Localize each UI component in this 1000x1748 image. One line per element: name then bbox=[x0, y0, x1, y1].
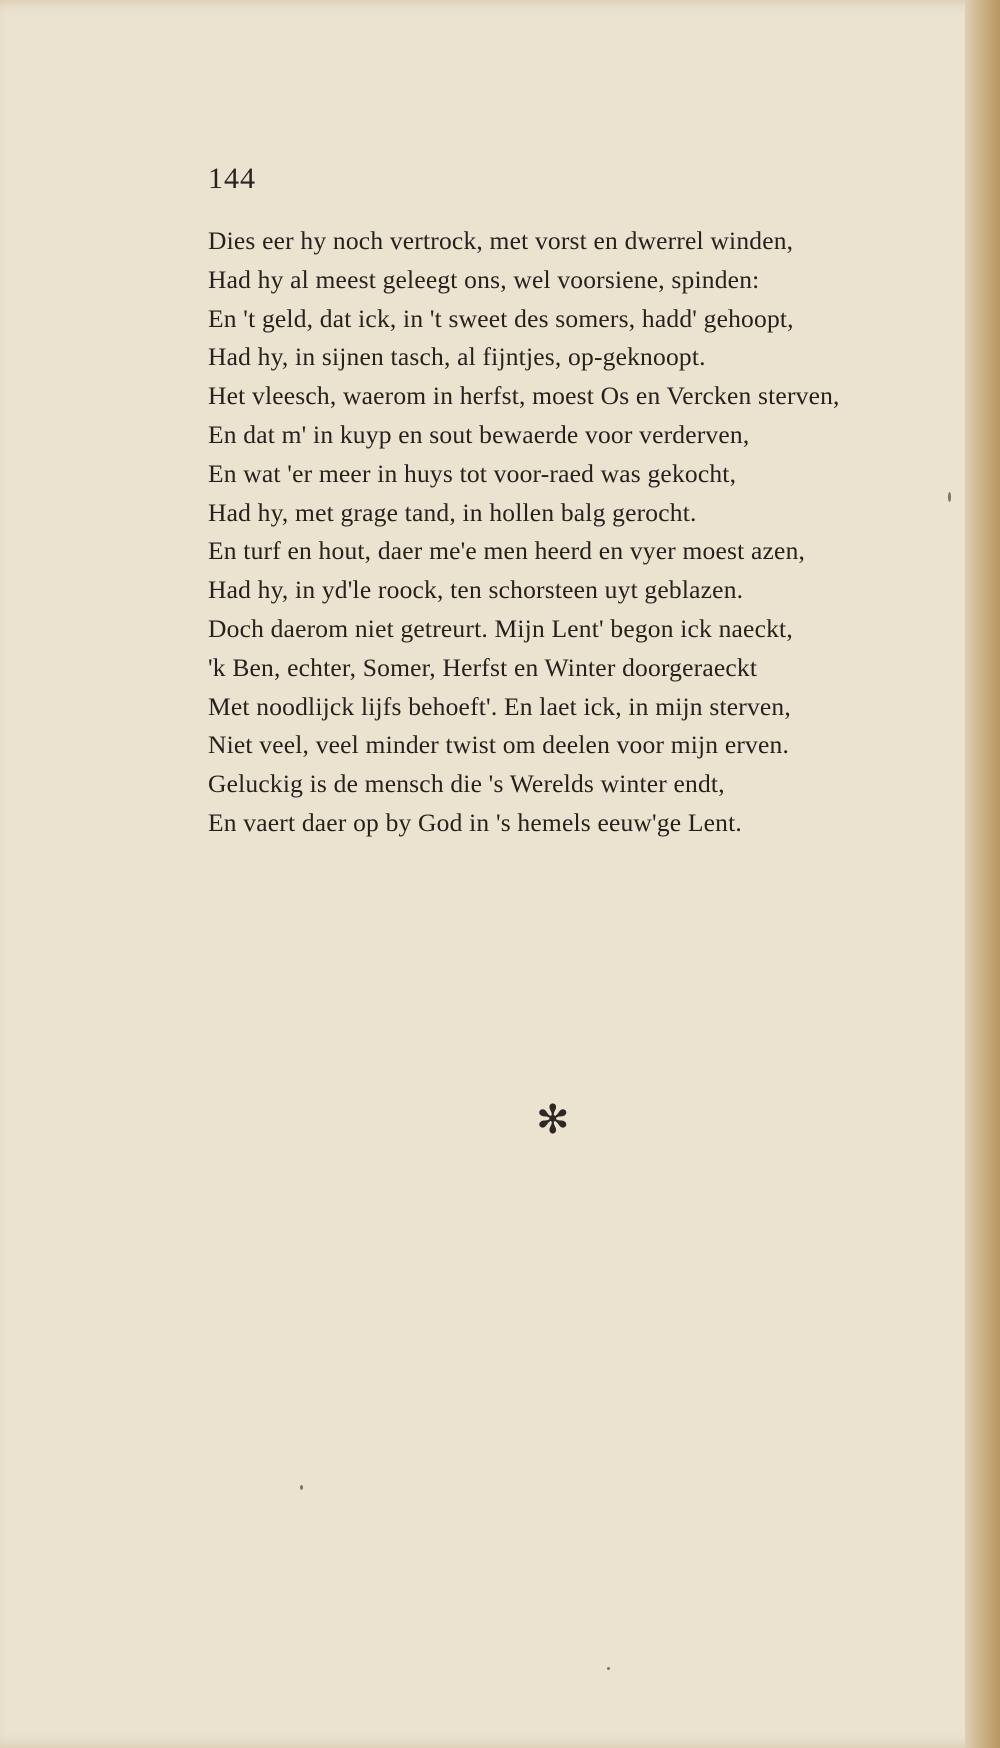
poem-line: Dies eer hy noch vertrock, met vorst en dwerrel winden, bbox=[208, 226, 794, 255]
poem-line: 'k Ben, echter, Somer, Herfst en Winter doorgeraeckt bbox=[208, 652, 758, 682]
poem-line: Had hy, in sijnen tasch, al fijntjes, op-geknoopt. bbox=[208, 342, 706, 372]
poem-line: Had hy al meest geleegt ons, wel voorsiene, spinden: bbox=[208, 264, 760, 294]
poem-line: Doch daerom niet getreurt. Mijn Lent' begon ick naeckt, bbox=[208, 613, 793, 643]
poem-line: En dat m' in kuyp en sout bewaerde voor verderven, bbox=[208, 419, 750, 449]
poem-line: Geluckig is de mensch die 's Werelds winter endt, bbox=[208, 769, 725, 799]
poem-line: Had hy, met grage tand, in hollen balg gerocht. bbox=[208, 497, 697, 527]
poem-line: En vaert daer op by God in 's hemels eeuw'ge Lent. bbox=[208, 807, 742, 837]
poem-line: Het vleesch, waerom in herfst, moest Os en Vercken sterven, bbox=[208, 381, 840, 411]
poem-line: En wat 'er meer in huys tot voor-raed was gekocht, bbox=[208, 458, 737, 488]
poem-text bbox=[208, 222, 898, 843]
page-number: 144 bbox=[208, 162, 256, 195]
poem-line: Had hy, in yd'le roock, ten schorsteen uyt geblazen. bbox=[208, 575, 744, 605]
poem-line: Niet veel, veel minder twist om deelen voor mijn erven. bbox=[208, 730, 790, 760]
ink-speck bbox=[948, 492, 951, 502]
ornament-asterism: ✻ bbox=[536, 1097, 570, 1142]
ink-speck bbox=[300, 1485, 303, 1490]
page-edge bbox=[965, 0, 1000, 1748]
poem-line: En turf en hout, daer me'e men heerd en vyer moest azen, bbox=[208, 536, 806, 566]
poem-line: Met noodlijck lijfs behoeft'. En laet ick, in mijn sterven, bbox=[208, 691, 791, 721]
poem-line: En 't geld, dat ick, in 't sweet des somers, hadd' gehoopt, bbox=[208, 303, 794, 333]
ink-speck bbox=[607, 1667, 610, 1670]
